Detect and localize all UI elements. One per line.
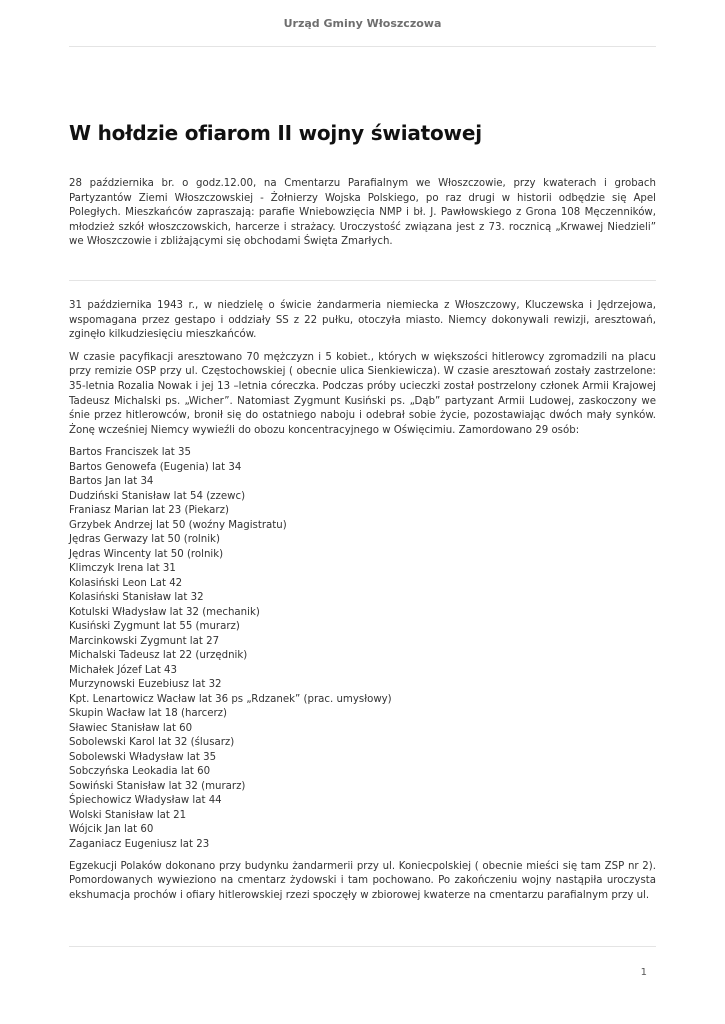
victims-list — [69, 446, 656, 852]
victim-item: Murzynowski Euzebiusz lat 32 — [69, 679, 222, 691]
victim-item: Sławiec Stanisław lat 60 — [69, 722, 193, 734]
victim-item: Bartos Genowefa (Eugenia) lat 34 — [69, 461, 242, 473]
page-number: 1 — [640, 967, 647, 978]
article-body — [69, 299, 656, 912]
victim-item: Sobczyńska Leokadia lat 60 — [69, 766, 211, 778]
history-paragraph-1: 31 października 1943 r., w niedzielę o świcie żandarmeria niemiecka z Włoszczowy, Kluczewska i Jędrzejowa, wspomagana przez gestapo i oddziały SS z 22 pułku, otoczyła miasto. Niemcy dokonywali rewizji, aresztowań, zginęło kilkudziesięciu mieszkańców. — [69, 300, 656, 341]
lead-paragraph: 28 października br. o godz.12.00, na Cmentarzu Parafialnym we Włoszczowie, przy kwaterach i grobach Partyzantów Ziemi Włoszczowskiej - Żołnierzy Wojska Polskiego, po raz drugi w historii odbędzie się Apel Poległych. Mieszkańców zapraszają: parafie Wniebowzięcia NMP i bł. J. Pawłowskiego z Grona 108 Męczenników, młodzież szkół włoszczowskich, harcerze i strażacy. Uroczystość związana jest z 73. rocznicą „Krwawej Niedzieli” we Włoszczowie i zbliżającymi się obchodami Święta Zmarłych. — [69, 178, 656, 248]
victim-item: Bartos Jan lat 34 — [69, 476, 154, 488]
victim-item: Kpt. Lenartowicz Wacław lat 36 ps „Rdzanek” (prac. umysłowy) — [69, 693, 392, 705]
victim-item: Kolasiński Stanisław lat 32 — [69, 592, 204, 604]
victim-item: Wójcik Jan lat 60 — [69, 824, 154, 836]
article-title: W hołdzie ofiarom II wojny światowej — [69, 121, 482, 145]
header-divider — [69, 46, 656, 47]
section-divider — [69, 280, 656, 281]
victim-item: Bartos Franciszek lat 35 — [69, 447, 191, 459]
victim-item: Michałek Józef Lat 43 — [69, 664, 178, 676]
victim-item: Śpiechowicz Władysław lat 44 — [69, 795, 222, 807]
victim-item: Sowiński Stanisław lat 32 (murarz) — [69, 780, 246, 792]
victim-item: Dudziński Stanisław lat 54 (zzewc) — [69, 490, 246, 502]
victim-item: Kotulski Władysław lat 32 (mechanik) — [69, 606, 260, 618]
victim-item: Sobolewski Karol lat 32 (ślusarz) — [69, 737, 235, 749]
victim-item: Franiasz Marian lat 23 (Piekarz) — [69, 505, 229, 517]
victim-item: Jędras Wincenty lat 50 (rolnik) — [69, 548, 224, 560]
victim-item: Kolasiński Leon Lat 42 — [69, 577, 183, 589]
victim-item: Jędras Gerwazy lat 50 (rolnik) — [69, 534, 220, 546]
closing-paragraph: Egzekucji Polaków dokonano przy budynku żandarmerii przy ul. Koniecpolskiej ( obecnie mieści się tam ZSP nr 2). Pomordowanych wywieziono na cmentarz żydowski i tam pochowano. Po zakończeniu wojny nastąpiła uroczysta ekshumacja prochów i ofiary hitlerowskiej rzezi spoczęły w zbiorowej kwaterze na cmentarzu parafialnym przy ul. — [69, 860, 656, 902]
site-header: Urząd Gminy Włoszczowa — [283, 17, 442, 30]
victim-item: Sobolewski Władysław lat 35 — [69, 751, 217, 763]
victim-item: Michalski Tadeusz lat 22 (urzędnik) — [69, 650, 248, 662]
victim-item: Wolski Stanisław lat 21 — [69, 809, 187, 821]
victim-item: Klimczyk Irena lat 31 — [69, 563, 176, 575]
article-lead — [69, 177, 656, 258]
victim-item: Kusiński Zygmunt lat 55 (murarz) — [69, 621, 240, 633]
victim-item: Marcinkowski Zygmunt lat 27 — [69, 635, 220, 647]
victim-item: Zaganiacz Eugeniusz lat 23 — [69, 838, 210, 850]
victim-item: Grzybek Andrzej lat 50 (woźny Magistratu) — [69, 519, 287, 531]
history-paragraph-2: W czasie pacyfikacji aresztowano 70 mężczyzn i 5 kobiet., których w większości hitlerowcy zgromadzili na placu przy remizie OSP przy ul. Częstochowskiej ( obecnie ulica Sienkiewicza). W czasie aresztowań zostały zastrzelone: 35-letnia Rozalia Nowak i jej 13 –letnia córeczka. Podczas próby ucieczki został postrzelony członek Armii Krajowej Tadeusz Michalski ps. „Wicher”. Natomiast Zygmunt Kusiński ps. „Dąb” partyzant Armii Ludowej, zaskoczony we śnie przez hitlerowców, bronił się do ostatniego naboju i odebrał sobie życie, pozostawiając dwóch mały synków. Żonę wcześniej Niemcy wywieźli do obozu koncentracyjnego w Oświęcimiu. Zamordowano 29 osób: — [69, 351, 656, 436]
footer-divider — [69, 946, 656, 947]
victim-item: Skupin Wacław lat 18 (harcerz) — [69, 708, 227, 720]
